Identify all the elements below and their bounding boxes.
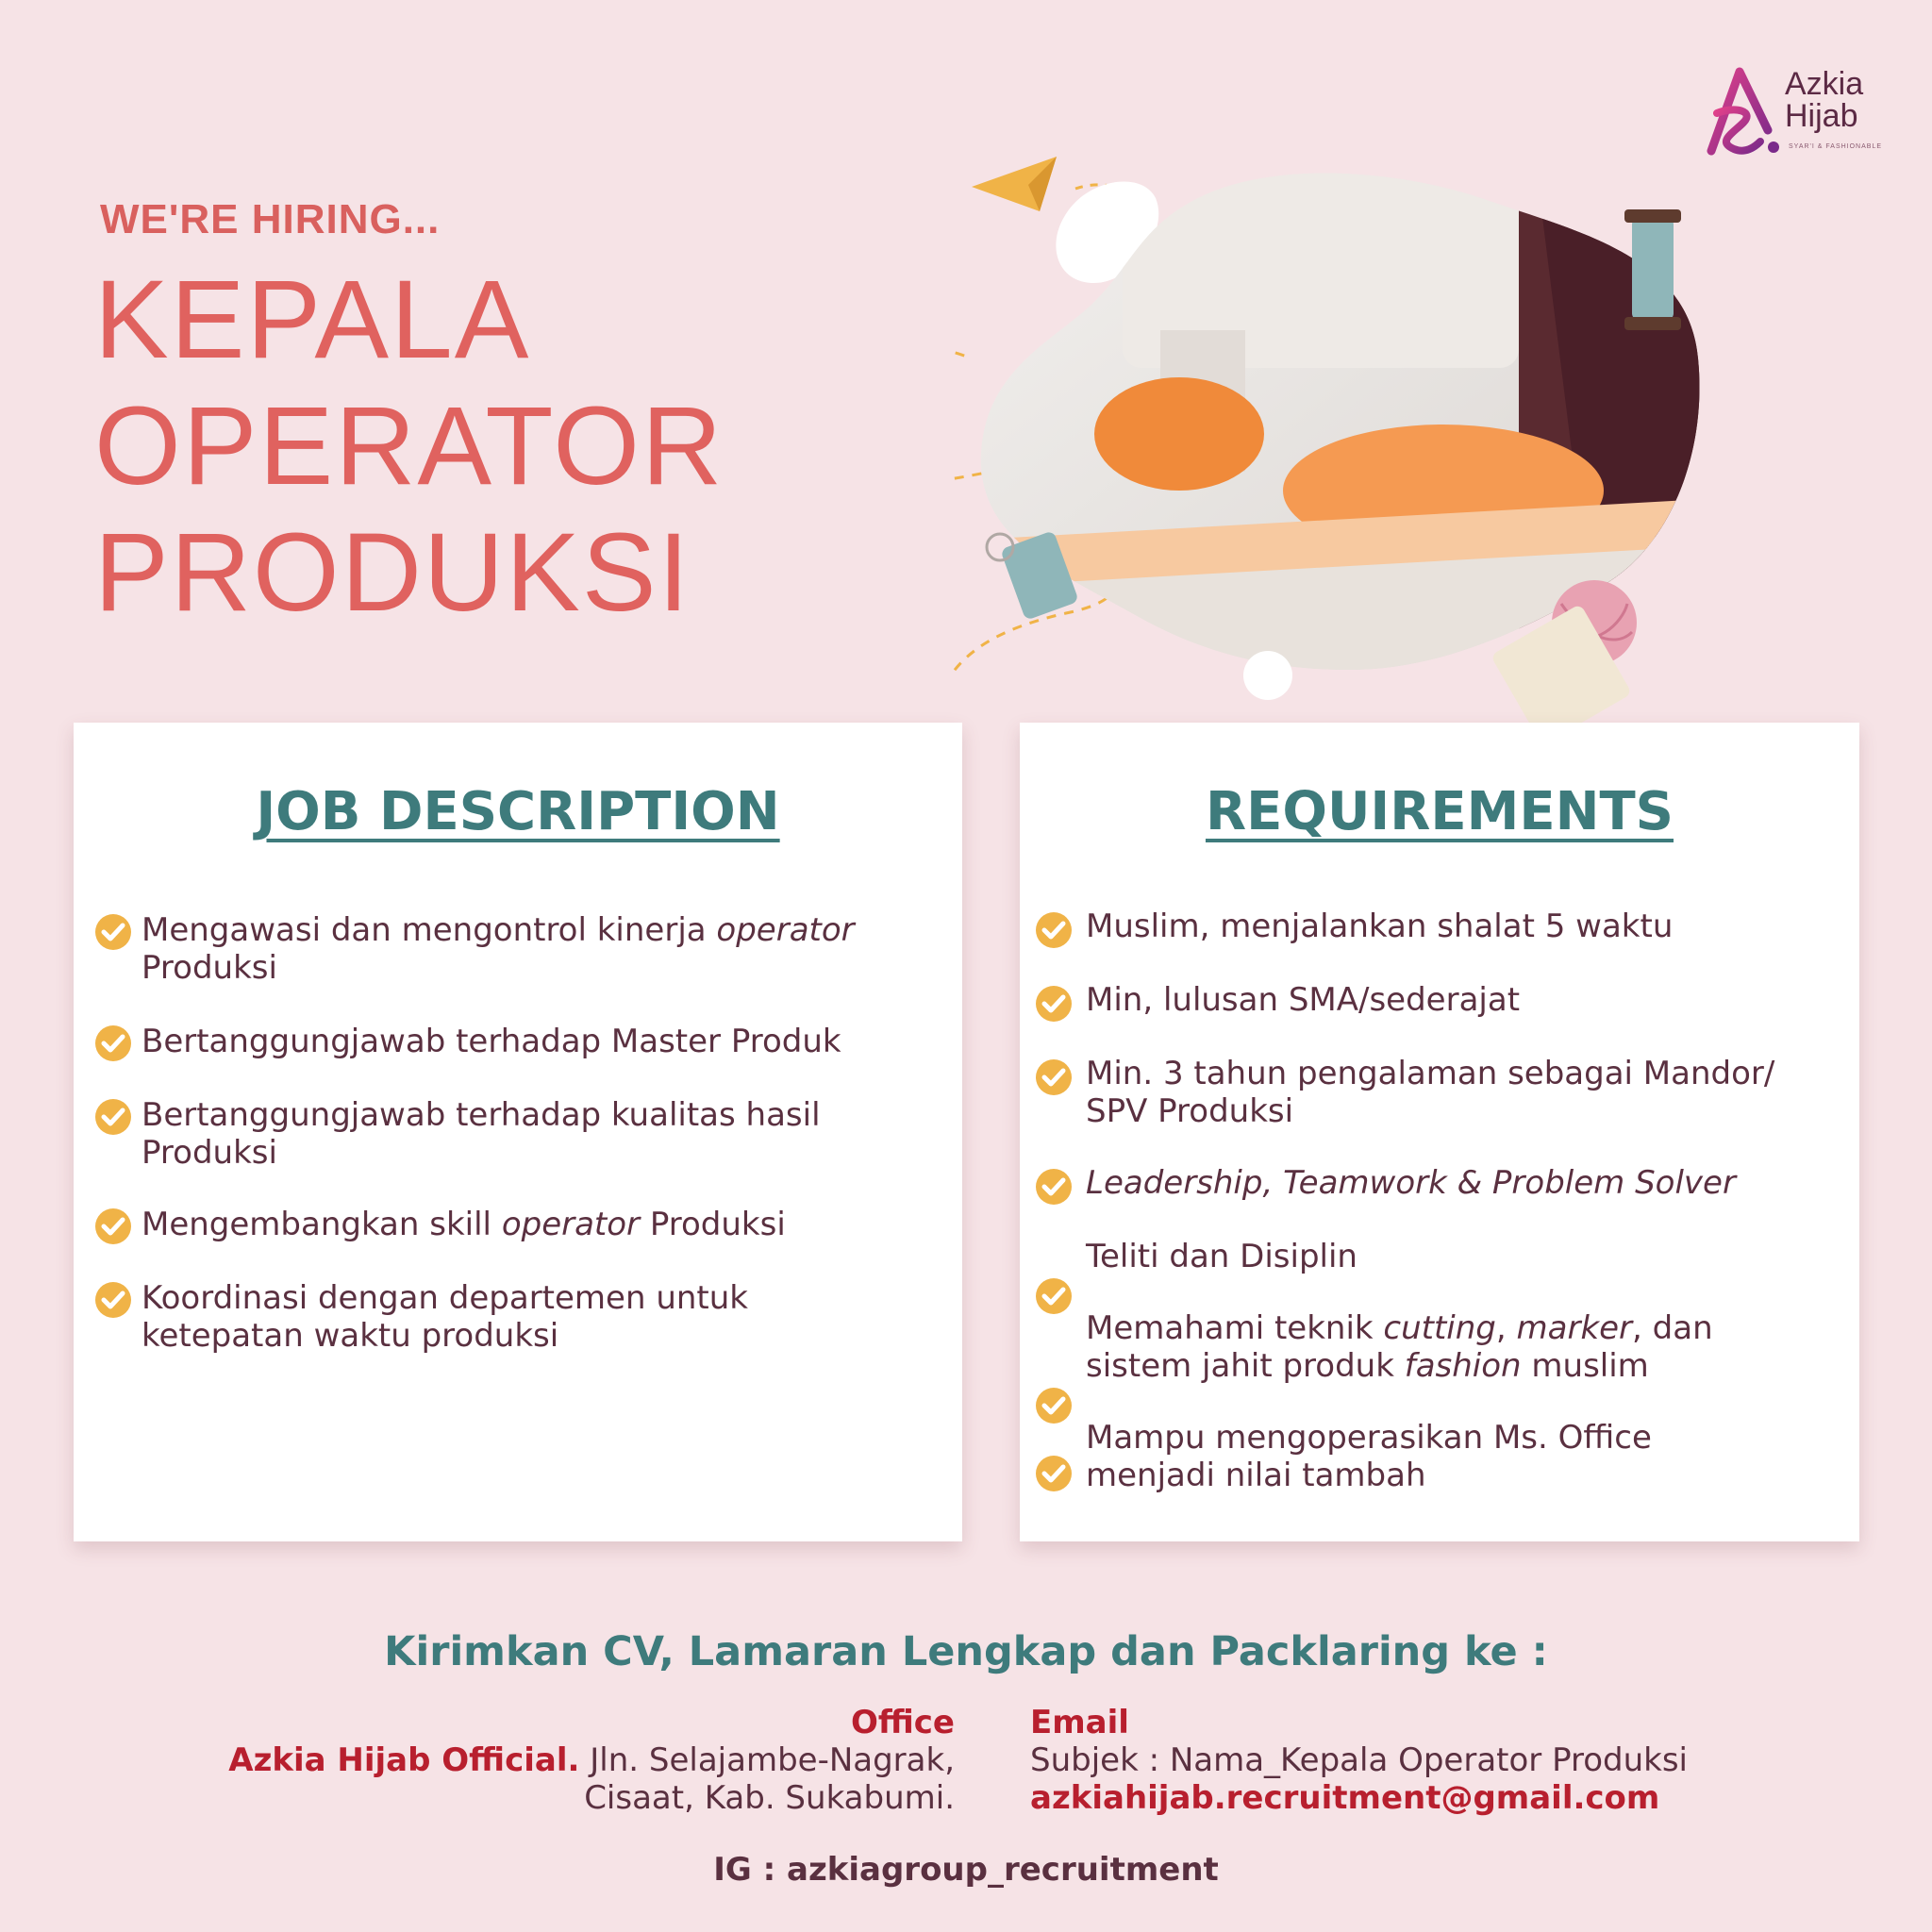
req-item-6: Memahami teknik cutting, marker, dan sistem jahit produk fashion muslim (1086, 1309, 1713, 1385)
check-icon (94, 1208, 132, 1245)
job-title-line-2: OPERATOR (94, 384, 724, 508)
office-info (228, 1704, 955, 1817)
email-address[interactable]: azkiahijab.recruitment@gmail.com (1030, 1779, 1660, 1817)
check-icon (94, 1098, 132, 1136)
req-item-3: Min. 3 tahun pengalaman sebagai Mandor/ SPV Produksi (1086, 1055, 1775, 1130)
check-icon (94, 1281, 132, 1319)
check-icon (1035, 1058, 1073, 1096)
brand-logo (1698, 62, 1896, 166)
req-item-1: Muslim, menjalankan shalat 5 waktu (1086, 908, 1674, 945)
office-name: Azkia Hijab Official. (228, 1741, 580, 1779)
job-item-4: Mengembangkan skill operator Produksi (142, 1206, 786, 1243)
sewing-illustration (953, 142, 1726, 745)
check-icon (1035, 985, 1073, 1023)
req-item-2: Min, lulusan SMA/sederajat (1086, 981, 1521, 1019)
requirements-heading: REQUIREMENTS (1205, 781, 1674, 842)
check-icon (1035, 1168, 1073, 1206)
check-icon (1035, 1387, 1073, 1424)
job-description-heading: JOB DESCRIPTION (256, 781, 780, 842)
req-item-5: Teliti dan Disiplin (1086, 1238, 1357, 1275)
instagram-handle[interactable]: IG : azkiagroup_recruitment (713, 1851, 1219, 1889)
job-item-2: Bertanggungjawab terhadap Master Produk (142, 1023, 841, 1060)
email-subject: Subjek : Nama_Kepala Operator Produksi (1030, 1741, 1688, 1779)
check-icon (94, 913, 132, 951)
job-description-card (74, 723, 962, 1541)
hiring-eyebrow: WE'RE HIRING... (100, 196, 441, 242)
email-label: Email (1030, 1704, 1129, 1741)
check-icon (1035, 1277, 1073, 1315)
req-item-4: Leadership, Teamwork & Problem Solver (1086, 1164, 1736, 1202)
brand-name: Azkia Hijab (1785, 66, 1864, 134)
application-instruction: Kirimkan CV, Lamaran Lengkap dan Packlaring ke : (384, 1628, 1548, 1675)
job-title-line-3: PRODUKSI (94, 510, 691, 635)
office-address-line-2: Cisaat, Kab. Sukabumi. (584, 1779, 955, 1817)
brand-tagline: SYAR'I & FASHIONABLE (1789, 143, 1883, 150)
requirements-card (1020, 723, 1859, 1541)
job-item-5: Koordinasi dengan departemen untuk ketepatan waktu produksi (142, 1279, 748, 1355)
check-icon (94, 1024, 132, 1062)
job-title-line-1: KEPALA (94, 258, 531, 382)
req-item-7: Mampu mengoperasikan Ms. Office menjadi nilai tambah (1086, 1419, 1652, 1494)
job-item-3: Bertanggungjawab terhadap kualitas hasil Produksi (142, 1096, 821, 1172)
office-label: Office (850, 1704, 955, 1741)
office-address-line-1: Jln. Selajambe-Nagrak, (579, 1741, 955, 1779)
check-icon (1035, 1455, 1073, 1492)
email-info (1030, 1704, 1688, 1817)
job-item-1: Mengawasi dan mengontrol kinerja operator Produksi (142, 911, 855, 987)
check-icon (1035, 911, 1073, 949)
